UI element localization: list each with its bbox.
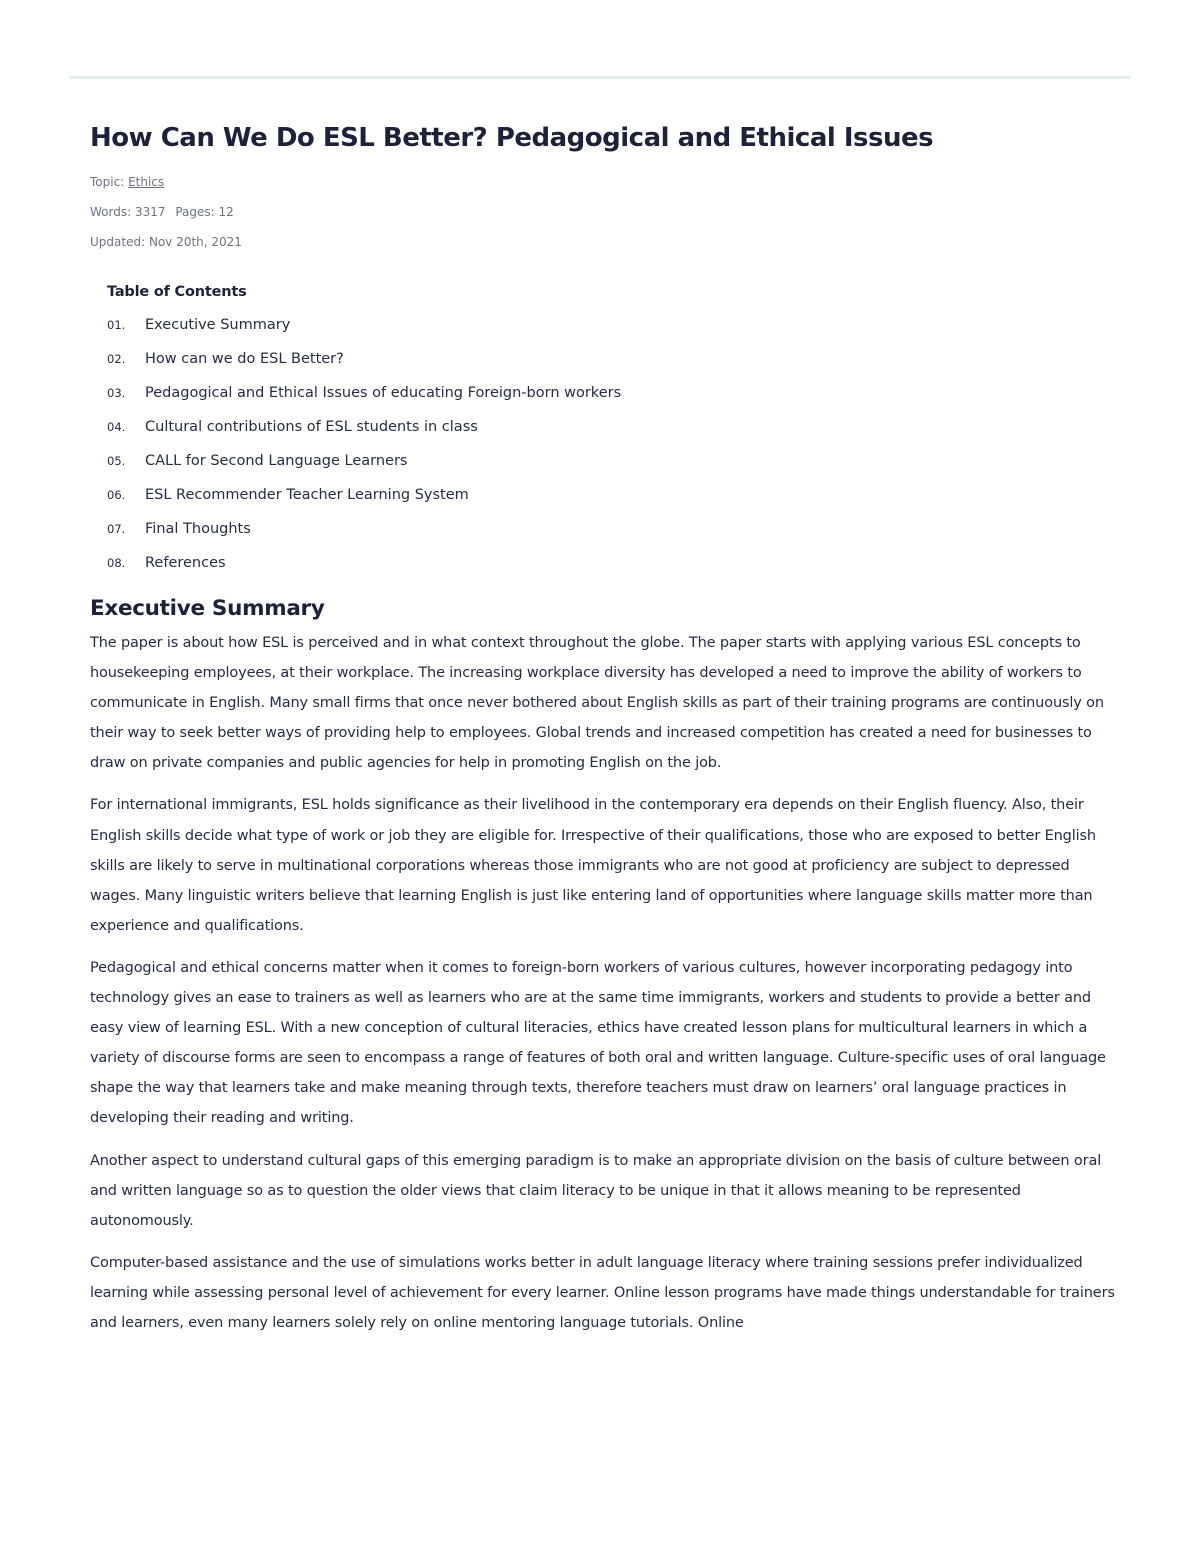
toc-link-executive-summary[interactable]: Executive Summary [145,317,291,333]
meta-stats [90,197,1120,227]
paragraph: Computer-based assistance and the use of simulations works better in adult language literacy where training sessions prefer individualized learning while assessing personal level of achievement for every learner. Online lesson programs have made things understandable for trainers and learners, even many learners solely rely on online mentoring language tutorials. Online [90,1254,1115,1331]
toc-item-number: 05. [107,454,126,468]
section-heading-executive-summary: Executive Summary [90,596,325,621]
toc-item [107,485,1120,519]
meta-topic [90,167,1120,197]
toc-item [107,553,1120,587]
updated-value: Nov 20th, 2021 [148,235,242,249]
pages-value: 12 [218,205,234,219]
toc-item-number: 03. [107,386,126,400]
toc-item [107,519,1120,553]
toc-link-cultural-contributions[interactable]: Cultural contributions of ESL students in class [145,419,478,435]
toc-item-number: 02. [107,352,126,366]
toc-item [107,315,1120,349]
document-body [90,118,1120,1350]
toc-link-final-thoughts[interactable]: Final Thoughts [145,521,251,537]
toc-link-esl-recommender[interactable]: ESL Recommender Teacher Learning System [145,487,469,503]
toc-item-number: 06. [107,488,126,502]
toc-item [107,451,1120,485]
top-divider [70,76,1130,79]
toc-list [107,315,1120,587]
pages-label: Pages: [175,205,215,219]
toc-item-number: 08. [107,556,126,570]
words-label: Words: [90,205,132,219]
topic-label: Topic: [90,175,125,189]
toc-item [107,417,1120,451]
updated-label: Updated: [90,235,146,249]
page-title: How Can We Do ESL Better? Pedagogical and Ethical Issues [90,123,934,153]
topic-link[interactable]: Ethics [128,175,165,189]
toc-link-call-second-language[interactable]: CALL for Second Language Learners [145,453,408,469]
meta-updated [90,227,1120,257]
toc-item-number: 01. [107,318,126,332]
paragraph: The paper is about how ESL is perceived and in what context throughout the globe. The paper starts with applying various ESL concepts to housekeeping employees, at their workplace. The increasing workplace diversity has developed a need to improve the ability of workers to communicate in English. Many small firms that once never bothered about English skills as part of their training programs are continuously on their way to seek better ways of providing help to employees. Global trends and increased competition has created a need for businesses to draw on private companies and public agencies for help in promoting English on the job. [90,635,1104,772]
paragraph: For international immigrants, ESL holds significance as their livelihood in the contemporary era depends on their English fluency. Also, their English skills decide what type of work or job they are eligible for. Irrespective of their qualifications, those who are exposed to better English skills are likely to serve in multinational corporations whereas those immigrants who are not good at proficiency are subject to depressed wages. Many linguistic writers believe that learning English is just like entering land of opportunities where language skills matter more than experience and qualifications. [90,797,1096,934]
toc-heading: Table of Contents [107,284,247,300]
toc-item [107,349,1120,383]
paragraph: Another aspect to understand cultural gaps of this emerging paradigm is to make an appropriate division on the basis of culture between oral and written language so as to question the older views that claim literacy to be unique in that it allows meaning to be represented autonomously. [90,1152,1102,1229]
toc-item-number: 07. [107,522,126,536]
words-value: 3317 [134,205,166,219]
toc-item-number: 04. [107,420,126,434]
toc-link-pedagogical-ethical-issues[interactable]: Pedagogical and Ethical Issues of educating Foreign-born workers [145,385,622,401]
paragraph: Pedagogical and ethical concerns matter when it comes to foreign-born workers of various cultures, however incorporating pedagogy into technology gives an ease to trainers as well as learners who are at the same time immigrants, workers and students to provide a better and easy view of learning ESL. With a new conception of cultural literacies, ethics have created lesson plans for multicultural learners in which a variety of discourse forms are seen to encompass a range of features of both oral and written language. Culture-specific uses of oral language shape the way that learners take and make meaning through texts, therefore teachers must draw on learners’ oral language practices in developing their reading and writing. [90,959,1106,1127]
toc-link-how-can-we-do-esl-better[interactable]: How can we do ESL Better? [145,351,344,367]
toc-link-references[interactable]: References [145,555,226,571]
table-of-contents [107,282,1120,587]
toc-item [107,383,1120,417]
